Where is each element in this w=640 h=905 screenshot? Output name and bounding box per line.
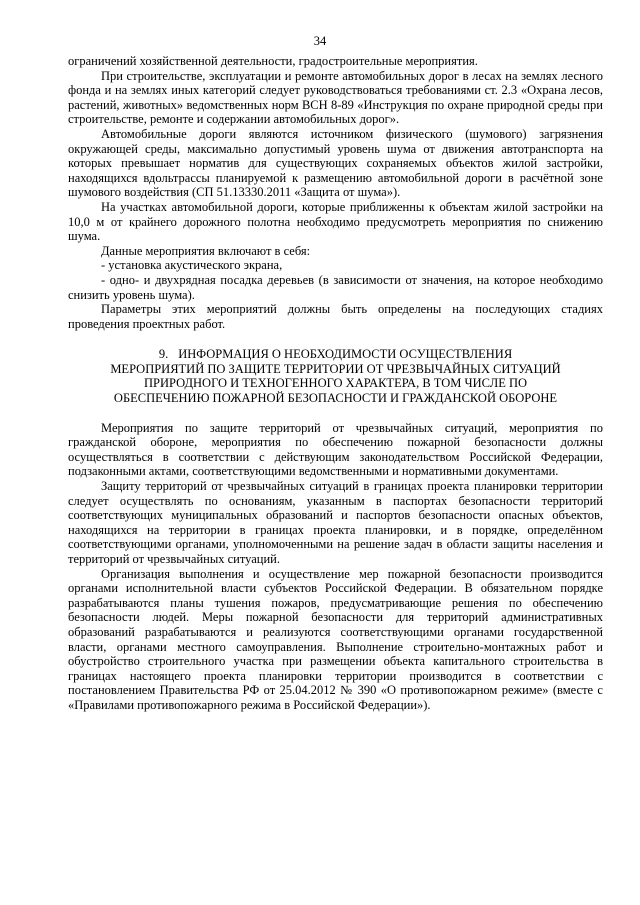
paragraph: Мероприятия по защите территорий от чрезвычайных ситуаций, мероприятия по гражданской обороне, мероприятия по обеспечению пожарной безопасности должны осуществляться в соответствии с действующим законодательством Российской Федерации, подзаконными актами, соответствующими ведомственными и нормативными документами. <box>68 420 603 479</box>
section-heading-line <box>68 347 603 362</box>
paragraph: Данные мероприятия включают в себя: <box>101 243 311 258</box>
section-number: 9. <box>158 347 169 362</box>
section-title-line: МЕРОПРИЯТИЙ ПО ЗАЩИТЕ ТЕРРИТОРИИ ОТ ЧРЕЗВЫЧАЙНЫХ СИТУАЦИЙ <box>110 361 561 376</box>
paragraph: Защиту территорий от чрезвычайных ситуаций в границах проекта планировки территории следует осуществлять по основаниям, указанным в паспортах безопасности территорий соответствующих муниципальных образований и паспортов безопасности опасных объектов, находящихся на территории в границах проекта планировки, и в порядке, определённом соответствующими органами, уполномоченными на решение задач в области защиты населения и территорий от чрезвычайных ситуаций. <box>68 479 603 566</box>
section-heading <box>68 347 603 405</box>
list-item: - установка акустического экрана, <box>101 258 283 273</box>
section-title-line: ПРИРОДНОГО И ТЕХНОГЕННОГО ХАРАКТЕРА, В ТОМ ЧИСЛЕ ПО <box>143 376 528 391</box>
paragraph: На участках автомобильной дороги, которые приближенны к объектам жилой застройки на 10,0 м от крайнего дорожного полотна необходимо предусмотреть мероприятия по снижению шума. <box>68 199 603 244</box>
page-body <box>68 54 603 713</box>
list-item: - одно- и двухрядная посадка деревьев (в зависимости от значения, на которое необходимо снизить уровень шума). <box>68 272 603 302</box>
section-title-line: ИНФОРМАЦИЯ О НЕОБХОДИМОСТИ ОСУЩЕСТВЛЕНИЯ <box>178 347 513 362</box>
section-title-line: ОБЕСПЕЧЕНИЮ ПОЖАРНОЙ БЕЗОПАСНОСТИ И ГРАЖДАНСКОЙ ОБОРОНЕ <box>113 391 558 406</box>
paragraph: ограничений хозяйственной деятельности, градостроительные мероприятия. <box>68 54 478 68</box>
paragraph: Параметры этих мероприятий должны быть определены на последующих стадиях проведения проектных работ. <box>68 302 603 331</box>
page-number: 34 <box>313 34 327 48</box>
paragraph: При строительстве, эксплуатации и ремонте автомобильных дорог в лесах на землях лесного фонда и на землях иных категорий следует руководствоваться требованиями ст. 2.3 «Охрана лесов, растений, животных» ведомственных норм ВСН 8-89 «Инструкция по охране природной среды при строительстве, ремонте и содержании автомобильных дорог». <box>68 68 603 127</box>
paragraph: Организация выполнения и осуществление мер пожарной безопасности производится органами исполнительной власти субъектов Российской Федерации. В обязательном порядке разрабатываются планы тушения пожаров, предусматривающие решения по обеспечению безопасности людей. Меры пожарной безопасности для территорий административных образований разрабатываются и реализуются соответствующими органами государственной власти, органами местного самоуправления. Выполнение строительно-монтажных работ и обустройство строительного участка при размещении объекта капитального строительства в границах настоящего проекта планировки территории производится в соответствии с постановлением Правительства РФ от 25.04.2012 № 390 «О противопожарном режиме» (вместе с «Правилами противопожарного режима в Российской Федерации»). <box>68 566 603 712</box>
paragraph: Автомобильные дороги являются источником физического (шумового) загрязнения окружающей среды, максимально допустимый уровень шума от движения автотранспорта на которых превышает норматив для существующих сохраняемых объектов жилой застройки, находящихся вдольтрассы планируемой к размещению автомобильной дороги в расчётной зоне шумового воздействия (СП 51.13330.2011 «Защита от шума»). <box>68 126 603 200</box>
